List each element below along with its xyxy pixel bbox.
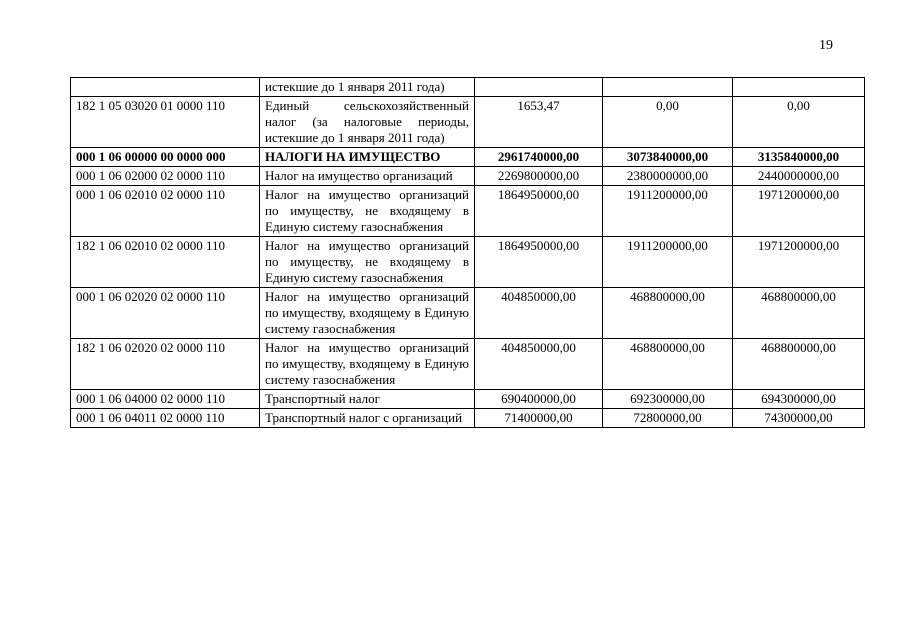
amount-year-2: 3073840000,00: [603, 148, 733, 167]
revenue-name: НАЛОГИ НА ИМУЩЕСТВО: [260, 148, 475, 167]
amount-year-2: 468800000,00: [603, 339, 733, 390]
revenue-code: 182 1 05 03020 01 0000 110: [71, 97, 260, 148]
revenue-name: Налог на имущество организаций по имуществу, входящему в Единую систему газоснабжения: [260, 339, 475, 390]
revenue-code: 000 1 06 04011 02 0000 110: [71, 409, 260, 428]
amount-year-3: 468800000,00: [733, 288, 865, 339]
amount-year-2: 1911200000,00: [603, 186, 733, 237]
table-row: [71, 78, 865, 97]
revenue-code: 000 1 06 02010 02 0000 110: [71, 186, 260, 237]
revenue-name: Налог на имущество организаций по имуществу, не входящему в Единую систему газоснабжения: [260, 237, 475, 288]
table-row: [71, 97, 865, 148]
amount-year-1: 690400000,00: [475, 390, 603, 409]
budget-table-body: [71, 78, 865, 428]
revenue-code: 000 1 06 02000 02 0000 110: [71, 167, 260, 186]
revenue-name: Налог на имущество организаций: [260, 167, 475, 186]
amount-year-3: [733, 78, 865, 97]
revenue-name: Единый сельскохозяйственный налог (за налоговые периоды, истекшие до 1 января 2011 года): [260, 97, 475, 148]
amount-year-1: 1864950000,00: [475, 237, 603, 288]
revenue-name: истекшие до 1 января 2011 года): [260, 78, 475, 97]
amount-year-1: 71400000,00: [475, 409, 603, 428]
page-number: 19: [819, 38, 833, 53]
budget-table: [70, 77, 865, 428]
revenue-code: 000 1 06 02020 02 0000 110: [71, 288, 260, 339]
table-row: [71, 288, 865, 339]
revenue-name: Налог на имущество организаций по имуществу, не входящему в Единую систему газоснабжения: [260, 186, 475, 237]
amount-year-1: 404850000,00: [475, 288, 603, 339]
amount-year-3: 1971200000,00: [733, 186, 865, 237]
table-row: [71, 409, 865, 428]
amount-year-3: 0,00: [733, 97, 865, 148]
table-row: [71, 390, 865, 409]
amount-year-2: 468800000,00: [603, 288, 733, 339]
amount-year-3: 694300000,00: [733, 390, 865, 409]
amount-year-2: 2380000000,00: [603, 167, 733, 186]
amount-year-3: 1971200000,00: [733, 237, 865, 288]
table-row: [71, 167, 865, 186]
amount-year-1: [475, 78, 603, 97]
revenue-name: Транспортный налог с организаций: [260, 409, 475, 428]
revenue-code: 182 1 06 02020 02 0000 110: [71, 339, 260, 390]
amount-year-1: 2269800000,00: [475, 167, 603, 186]
revenue-code: 182 1 06 02010 02 0000 110: [71, 237, 260, 288]
revenue-name: Транспортный налог: [260, 390, 475, 409]
amount-year-2: 0,00: [603, 97, 733, 148]
revenue-code: 000 1 06 00000 00 0000 000: [71, 148, 260, 167]
table-row: [71, 186, 865, 237]
revenue-name: Налог на имущество организаций по имуществу, входящему в Единую систему газоснабжения: [260, 288, 475, 339]
amount-year-2: 692300000,00: [603, 390, 733, 409]
amount-year-3: 2440000000,00: [733, 167, 865, 186]
table-row: [71, 237, 865, 288]
amount-year-3: 468800000,00: [733, 339, 865, 390]
amount-year-1: 404850000,00: [475, 339, 603, 390]
amount-year-1: 2961740000,00: [475, 148, 603, 167]
revenue-code: [71, 78, 260, 97]
amount-year-1: 1653,47: [475, 97, 603, 148]
table-row-section-total: [71, 148, 865, 167]
amount-year-2: 1911200000,00: [603, 237, 733, 288]
amount-year-2: 72800000,00: [603, 409, 733, 428]
amount-year-3: 3135840000,00: [733, 148, 865, 167]
amount-year-1: 1864950000,00: [475, 186, 603, 237]
revenue-code: 000 1 06 04000 02 0000 110: [71, 390, 260, 409]
amount-year-3: 74300000,00: [733, 409, 865, 428]
table-row: [71, 339, 865, 390]
amount-year-2: [603, 78, 733, 97]
